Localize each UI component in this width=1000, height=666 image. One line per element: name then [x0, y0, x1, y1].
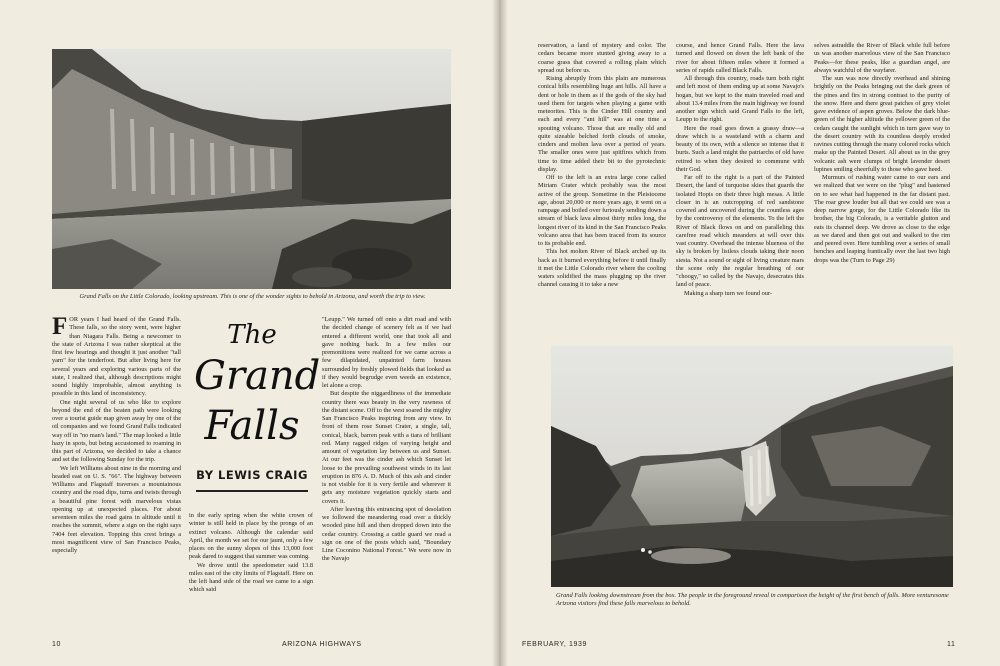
paragraph: The sun was now directly overhead and shining brightly on the Peaks bringing out the dark green of the pines and firs in strong contrast to the purity of the snow. Here and there great patches of grey violet gave evidence of aspen groves. Below the dark blue-green of the higher altitude the yellower green of the cedars caught the sunlight which in turn gave way to the desert country with its countless deeply eroded ravines cutting through the many colored rocks which make up the Painted Desert. All about us in the grey volcanic ash were clumps of bright lavender desert lupines smiling cheerfully to those who gave heed.: [814, 75, 950, 173]
paragraph: All through this country, roads turn both right and left most of them ending up at some Navajo's hogan, but we kept to the main traveled road and about 13.4 miles from the main highway we found another sign which said Grand Falls to the left, Leupp to the right.: [676, 75, 804, 124]
paragraph: Here the road goes down a grassy draw—a draw which is a wasteland with a charm and beauty of its own, with a silence so intense that it hurts. Such a land might the patriarchs of old have retired to when they desired to commune with their God.: [676, 124, 804, 173]
paragraph: One night several of us who like to explore beyond the end of the beaten path were looking over a tourist guide map given away by one of the oil companies and we found Grand Falls indicated way off in "no man's land." The map looked a little hazy in spots, but being accustomed to roaming in this part of Arizona, we decided to take a chance and set the following Sunday for the trip.: [52, 398, 181, 464]
left-page-number: 10: [52, 641, 61, 648]
paragraph: This hot molten River of Black arched up its back as it burned everything before it until finally it met the Little Colorado river where the cooling waters solidified the mass plugging up the river channel causing it to take a new: [538, 248, 666, 289]
paragraph: Far off to the right is a part of the Painted Desert, the land of turquoise skies that guards the isolated Hopis on their three high mesas. A little closer in is an outcropping of red sandstone covered and uncovered during the countless ages by the controversy of the elements. To the left the River of Black flows on and on paralleling this carefree road which meanders at will over this vast country. Overhead the intense blueness of the sky is broken by listless clouds taking their noon siesta. Not a sound or sight of living creature mars the scene only the regular breathing of our "choogy," so called by the Navajo, desecrates this land of peace.: [676, 174, 804, 289]
drop-cap-letter: F: [52, 316, 68, 340]
paragraph: Rising abruptly from this plain are numerous conical hills resembling huge ant hills. All have a dent or hole in them as if the gods of the sky had used them for targets when playing a game with meteorites. This is the Cinder Hill country and each and every "ant hill" was at one time a spouting volcano. Those that are really old and quite sizeable belched forth clouds of smoke, cinders and molten lava over a period of years. The smaller ones were just spitfires which from time to time added their bit to the pyrotechnic display.: [538, 75, 666, 173]
article-column-6: [814, 42, 950, 334]
article-column-2: [189, 512, 313, 634]
opening-paragraph-text: OR years I had heard of the Grand Falls. These falls, so the story went, were higher than Niagara Falls. Being a newcomer to the state of Arizona I was rather skeptical at the first few hearings and thought it just another "tall yarn" for the tenderfoot. But after living here for several years and exploring various parts of the state, I realized that, although descriptions might sound highly improbable, almost anything is possible in this land of inconsistency.: [52, 316, 181, 398]
article-column-3: [322, 316, 451, 634]
paragraph: After leaving this entrancing spot of desolation we followed the meandering road over a thickly wooded pine hill and then dropped down into the cedar country. Crossing a cattle guard we read a sign on one of the posts which said, "Boundary Line Coconino National Forest." We were now in the Navajo: [322, 505, 451, 563]
right-page: [500, 0, 1000, 666]
issue-date: FEBRUARY, 1939: [522, 641, 587, 648]
article-column-4: [538, 42, 666, 334]
paragraph: Murmurs of rushing water came to our ears and we realized that we were on the "plug" and hastened on to see what had happened in the far distant past. The roar grew louder but all that we could see was a deep narrow gorge, for the Little Colorado like its brother, the big Colorado, is a veritable glutton and eats its channel deep. We drove as close to the edge as we dared and then got out and walked to the rim and peered over. Here tumbling over a series of small benches and leaping frantically over the last two high drops was the (Turn to Page 29): [814, 174, 950, 264]
article-column-5: [676, 42, 804, 334]
paragraph: "Leupp." We turned off onto a dirt road and with the decided change of scenery felt as if we had entered a different world, one that took all and gave nothing back. In a few miles our premonitions were realized for we came across a few dilapidated, unpainted farm houses surrounded by freshly plowed fields that looked as if they would begrudge even weeds an existence, let alone a crop.: [322, 316, 451, 389]
grand-falls-downstream-photo: [551, 346, 953, 587]
photo-downstream-illustration: [551, 346, 953, 587]
title-falls: Falls: [204, 403, 300, 449]
paragraph: But despite the niggardliness of the immediate country there was beauty in the very rawness of the distant scene. Off to the west soared the mighty San Francisco Peaks inspiring from any view. In front of them rose Sunset Crater, a single, tall, conical, black, barren peak with a tiara of brilliant red. Many ragged ridges of varying height and amount of vegetation lay between us and Sunset. At our feet was the cinder ash which Sunset let loose to the prevailing southwest winds in its last eruption in 876 A. D. Much of this ash and cinder is not visible for it is very fertile and wherever it gets any moisture vegetation quickly starts and covers it.: [322, 390, 451, 505]
paragraph: in the early spring when the white crown of winter is still held in place by the prongs of an extinct volcano. Although the calendar said April, the month we set for our jaunt, only a few places on the sunny slopes of this 13,000 foot peak dared to suggest that summer was coming.: [189, 512, 313, 561]
grand-falls-upstream-photo: [52, 49, 451, 289]
byline-rule: [196, 490, 308, 492]
paragraph: We drove until the speedometer said 13.8 miles east of the city limits of Flagstaff. Here on the left hand side of the road we came to a sign which said: [189, 561, 313, 594]
right-page-number: 11: [947, 641, 956, 648]
title-the: The: [227, 320, 277, 350]
opening-paragraph: [52, 316, 181, 399]
paragraph: course, and hence Grand Falls. Here the lava turned and flowed on down the left bank of the river for about fifteen miles where it formed a series of rapids called Black Falls.: [676, 42, 804, 74]
upstream-photo-caption: Grand Falls on the Little Colorado, looking upstream. This is one of the wonder sights to behold in Arizona, and worth the trip to view.: [79, 293, 426, 300]
paragraph: reservation, a land of mystery and color. The cedars became more stunted giving away to a coarse grass that covered a rolling plain which spread out before us.: [538, 42, 666, 74]
paragraph: Making a sharp turn we found our-: [684, 289, 773, 297]
article-title-block: [194, 318, 321, 498]
page-gutter: [492, 0, 508, 666]
article-column-1: [52, 316, 181, 634]
byline: BY LEWIS CRAIG: [196, 468, 308, 482]
title-grand: Grand: [194, 353, 321, 399]
photo-upstream-illustration: [52, 49, 451, 289]
paragraph: selves astraddle the River of Black while full before us was another marvelous view of the San Francisco Peaks—for these peaks, like a guardian angel, are always watchful of the wayfarer.: [814, 42, 950, 74]
paragraph: Off to the left is an extra large cone called Miriam Crater which probably was the most active of the group. Sometime in the Pleistocene age, about 20,000 or more years ago, it went on a rampage and boiled over furiously sending down a stream of black lava almost thirty miles long, the longest river of its kind in the San Francisco Peaks volcano area that has been traced from its source to its probable end.: [538, 174, 666, 247]
paragraph: We left Williams about nine in the morning and headed east on U. S. "66". The highway between Williams and Flagstaff traverses a mountainous country and the road dips, turns and twists through a beautiful pine forest with marvelous vistas opening up at unexpected places. For about seventeen miles the road gains in altitude until it reaches the summit, where a sign on the right says 7404 feet elevation. Topping this crest brings a most magnificent view of San Francisco Peaks, especially: [52, 464, 181, 554]
downstream-photo-caption: Grand Falls looking downstream from the box. The people in the foreground reveal in comparison the height of the first bench of falls. More venturesome Arizona visitors find these falls marvelous to behold.: [556, 592, 949, 607]
magazine-name: ARIZONA HIGHWAYS: [282, 641, 362, 648]
